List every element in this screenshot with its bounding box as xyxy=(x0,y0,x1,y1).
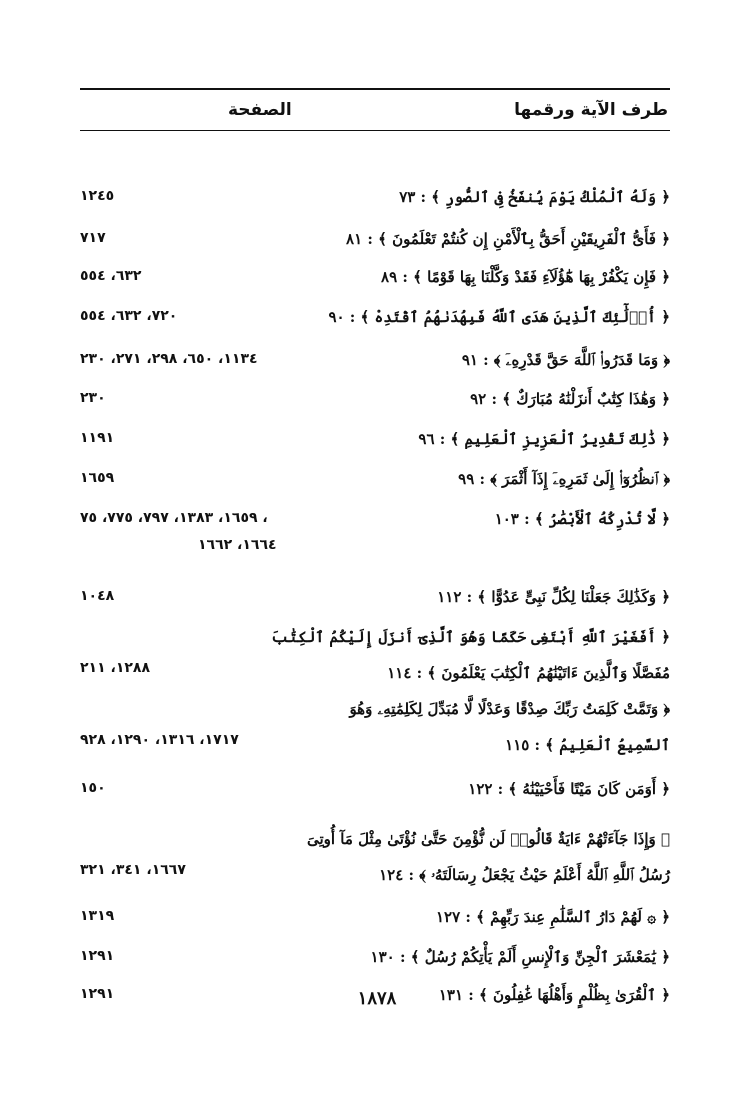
page-refs-cell xyxy=(80,821,320,884)
page-refs-line: ١١٩١ xyxy=(80,430,115,446)
page-refs-cell xyxy=(80,771,320,802)
table-row xyxy=(80,771,670,807)
page-refs-line: ٧٢٠، ٦٣٢، ٥٥٤ xyxy=(80,308,178,324)
verse-cell xyxy=(340,221,670,257)
verse-cell xyxy=(340,579,670,615)
page-refs-cell xyxy=(80,381,320,412)
table-row xyxy=(80,821,670,893)
verse-cell xyxy=(306,821,670,893)
verse-cell xyxy=(340,381,670,417)
verse-line: مُفَصَّلًا وَٱلَّذِينَ ءَاتَيْنَٰهُمُ ٱلْكِتَٰبَ يَعْلَمُونَ ﴾ : ١١٤ xyxy=(387,664,670,682)
verse-line: ﴿ ٱلْقُرَىٰ بِظُلْمٍ وَأَهْلُهَا غَٰفِلُونَ ﴾ : ١٣١ xyxy=(438,986,670,1004)
table-row xyxy=(80,461,670,497)
page-column-header: الصفحة xyxy=(228,100,292,120)
verse-cell xyxy=(340,501,670,537)
page-refs-cell xyxy=(80,461,320,492)
verse-cell xyxy=(340,691,670,763)
table-row xyxy=(80,299,670,335)
page-refs-line: ١٢٨٨، ٢١١ xyxy=(80,660,151,676)
page-refs-line: ١٦٦٤، ١٦٦٢ xyxy=(198,537,277,553)
verse-cell xyxy=(340,342,670,378)
page-refs-cell xyxy=(80,619,320,682)
verse-line: ﴿ ۞ لَهُمْ دَارُ ٱلسَّلَٰمِ عِندَ رَبِّهِمْ ﴾ : ١٢٧ xyxy=(436,908,670,926)
verse-cell xyxy=(340,421,670,457)
verse-line: ﴿ وَكَذَٰلِكَ جَعَلْنَا لِكُلِّ نَبِىٍّ عَدُوًّا ﴾ : ١١٢ xyxy=(437,588,670,606)
table-row xyxy=(80,579,670,615)
verse-line: ﴿ وَلَهُ ٱلْمُلْكُ يَوْمَ يُنفَخُ فِى ٱلصُّورِ ﴾ : ٧٣ xyxy=(399,188,670,206)
verse-line: ﴿ وَمَا قَدَرُوا۟ ٱللَّهَ حَقَّ قَدْرِهِۦٓ ﴾ : ٩١ xyxy=(461,351,670,369)
verse-line: ﴿ ذَٰلِكَ تَقْدِيرُ ٱلْعَزِيزِ ٱلْعَلِيمِ ﴾ : ٩٦ xyxy=(418,430,670,448)
page-refs-line: ١٦٦٧، ٣٤١، ٣٢١ xyxy=(80,862,186,878)
table-row xyxy=(80,691,670,763)
page-refs-cell xyxy=(80,691,320,754)
page-refs-cell xyxy=(80,299,320,330)
verse-cell xyxy=(340,461,670,497)
page-refs-cell xyxy=(80,939,320,970)
verse-line: ﴿ فَإِن يَكْفُرْ بِهَا هَٰٓؤُلَآءِ فَقَدْ وَكَّلْنَا بِهَا قَوْمًا ﴾ : ٨٩ xyxy=(381,268,670,286)
verse-cell xyxy=(340,939,670,975)
page-refs-line: ٦٣٢، ٥٥٤ xyxy=(80,268,142,284)
verse-line: ﴿ وَإِذَا جَآءَتْهُمْ ءَايَةٌ قَالُوا۟ لَن نُّؤْمِنَ حَتَّىٰ نُؤْتَىٰ مِثْلَ مَآ أُوتِىَ xyxy=(306,830,670,848)
page-refs-cell xyxy=(80,899,320,930)
page-refs-cell xyxy=(80,179,320,210)
verse-line: ﴿ وَهَٰذَا كِتَٰبٌ أَنزَلْنَٰهُ مُبَارَكٌ ﴾ : ٩٢ xyxy=(470,390,670,408)
table-row xyxy=(80,342,670,378)
table-row xyxy=(80,899,670,935)
verse-line: ﴿ ٱنظُرُوٓا۟ إِلَىٰ ثَمَرِهِۦٓ إِذَآ أَثْمَرَ ﴾ : ٩٩ xyxy=(458,470,670,488)
page-refs-line: ١٢٤٥ xyxy=(80,188,115,204)
verse-line: ﴿ يَٰمَعْشَرَ ٱلْجِنِّ وَٱلْإِنسِ أَلَمْ يَأْتِكُمْ رُسُلٌ ﴾ : ١٣٠ xyxy=(370,948,670,966)
verse-line: ﴿ أَفَغَيْرَ ٱللَّهِ أَبْتَغِى حَكَمًا وَهُوَ ٱلَّذِىٓ أَنزَلَ إِلَيْكُمُ ٱلْكِتَٰبَ xyxy=(271,628,670,646)
table-row xyxy=(80,259,670,295)
page-refs-cell xyxy=(80,259,320,290)
verse-cell xyxy=(340,771,670,807)
verse-cell xyxy=(340,179,670,215)
page-refs-line: ١٢٩١ xyxy=(80,986,115,1002)
page-refs-line: ١٧١٧، ١٣١٦، ١٢٩٠، ٩٢٨ xyxy=(80,732,239,748)
table-row xyxy=(80,619,670,691)
page-refs-line: ١٥٠ xyxy=(80,780,106,796)
verse-line: ﴿ أَوَمَن كَانَ مَيْتًا فَأَحْيَيْنَٰهُ ﴾ : ١٢٢ xyxy=(468,780,670,798)
page-refs-line: ، ١٦٥٩، ١٣٨٣، ٧٩٧، ٧٧٥، ٧٥ xyxy=(80,510,268,526)
table-row xyxy=(80,179,670,215)
table-row xyxy=(80,381,670,417)
verse-line: رُسُلُ ٱللَّهِ ٱللَّهُ أَعْلَمُ حَيْثُ يَجْعَلُ رِسَالَتَهُۥ ﴾ : ١٢٤ xyxy=(379,866,670,884)
page-refs-line: ١٠٤٨ xyxy=(80,588,115,604)
page-refs-cell xyxy=(80,579,320,610)
table-row xyxy=(80,939,670,975)
page-refs-line: ١٦٥٩ xyxy=(80,470,115,486)
verse-cell xyxy=(340,259,670,295)
page-refs-line: ٧١٧ xyxy=(80,230,106,246)
page-refs-line: ٢٣٠ xyxy=(80,390,106,406)
verse-cell xyxy=(340,899,670,935)
table-row xyxy=(80,221,670,257)
page-refs-cell xyxy=(80,221,320,252)
table-row xyxy=(80,501,670,559)
verse-line: ﴿ فَأَىُّ ٱلْفَرِيقَيْنِ أَحَقُّ بِٱلْأَمْنِ إِن كُنتُمْ تَعْلَمُونَ ﴾ : ٨١ xyxy=(346,230,670,248)
table-row xyxy=(80,421,670,457)
verse-cell xyxy=(271,619,670,691)
page-refs-line: ١١٣٤، ٦٥٠، ٢٩٨، ٢٧١، ٢٣٠ xyxy=(80,351,258,367)
verse-line: ٱلسَّمِيعُ ٱلْعَلِيمُ ﴾ : ١١٥ xyxy=(505,736,670,754)
verse-line: ﴿ وَتَمَّتْ كَلِمَتُ رَبِّكَ صِدْقًا وَعَدْلًا لَّا مُبَدِّلَ لِكَلِمَٰتِهِۦ وَهُوَ xyxy=(349,700,670,718)
page-refs-cell xyxy=(80,501,320,559)
verse-cell xyxy=(328,299,670,335)
verse-line: ﴿ لَّا تُدْرِكُهُ ٱلْأَبْصَٰرُ ﴾ : ١٠٣ xyxy=(494,510,670,528)
page-refs-cell xyxy=(80,342,320,373)
page-refs-cell xyxy=(80,421,320,452)
verse-line: ﴿ أُو۟لَٰٓئِكَ ٱلَّذِينَ هَدَى ٱللَّهُ فَبِهُدَىٰهُمُ ٱقْتَدِهْ ﴾ : ٩٠ xyxy=(328,308,670,326)
verse-column-header: طرف الآية ورقمها xyxy=(514,100,668,120)
header-rule xyxy=(80,130,670,131)
table-header xyxy=(80,90,670,130)
page-refs-line: ١٢٩١ xyxy=(80,948,115,964)
page-refs-line: ١٣١٩ xyxy=(80,908,115,924)
page-number: ١٨٧٨ xyxy=(357,988,397,1009)
